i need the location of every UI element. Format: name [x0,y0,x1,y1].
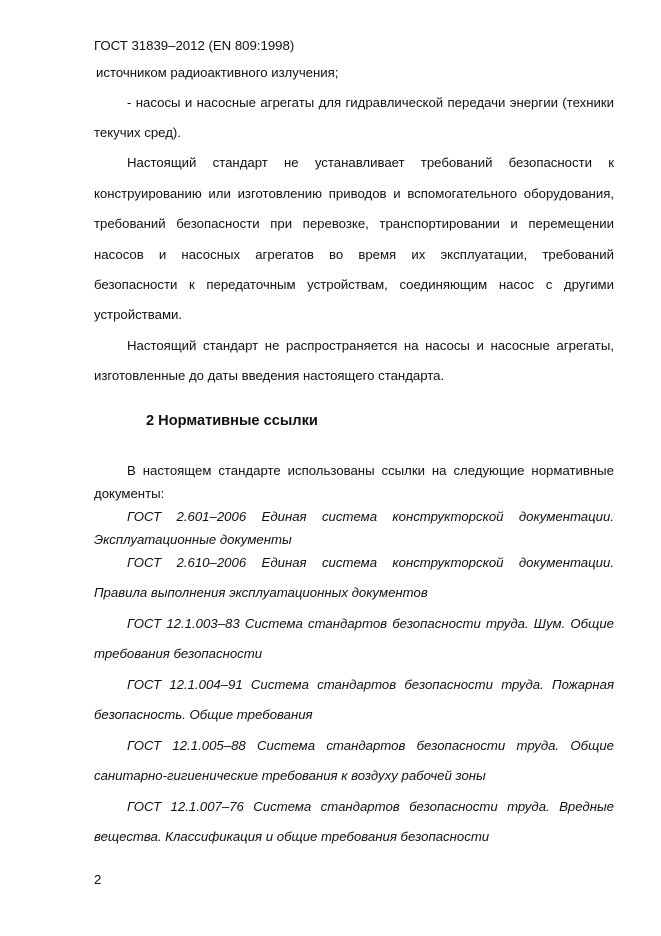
text-line: источником радиоактивного излучения; [96,65,339,80]
text-line: требований безопасности при перевозке, транспортировании и перемещении [94,216,614,231]
text-line: устройствами. [94,307,183,322]
reference-line: Правила выполнения эксплуатационных документов [94,585,428,600]
reference-line: ГОСТ 12.1.004–91 Система стандартов безопасности труда. Пожарная [127,677,614,692]
reference-line: вещества. Классификация и общие требования безопасности [94,829,490,844]
section-heading: 2 Нормативные ссылки [146,413,318,429]
text-line: изготовленные до даты введения настоящего стандарта. [94,368,445,383]
text-line: насосов и насосных агрегатов во время их эксплуатации, требований [94,247,614,262]
page-number: 2 [94,872,102,887]
reference-line: требования безопасности [94,646,263,661]
text-line: Настоящий стандарт не распространяется на насосы и насосные агрегаты, [127,338,614,353]
text-line: конструированию или изготовлению приводов и вспомогательного оборудования, [94,186,614,201]
reference-line: ГОСТ 2.610–2006 Единая система конструкторской документации. [127,555,614,570]
reference-line: Эксплуатационные документы [94,532,292,547]
text-line: В настоящем стандарте использованы ссылки на следующие нормативные [127,463,614,478]
reference-line: ГОСТ 12.1.003–83 Система стандартов безопасности труда. Шум. Общие [127,616,614,631]
reference-line: ГОСТ 2.601–2006 Единая система конструкторской документации. [127,509,614,524]
document-header: ГОСТ 31839–2012 (EN 809:1998) [94,38,295,53]
text-line: - насосы и насосные агрегаты для гидравлической передачи энергии (техники [127,95,614,110]
reference-line: санитарно-гигиенические требования к воздуху рабочей зоны [94,768,486,783]
text-line: безопасности к передаточным устройствам, соединяющим насос с другими [94,277,614,292]
text-line: документы: [94,486,165,501]
text-line: Настоящий стандарт не устанавливает требований безопасности к [127,155,614,170]
reference-line: ГОСТ 12.1.007–76 Система стандартов безопасности труда. Вредные [127,799,614,814]
reference-line: ГОСТ 12.1.005–88 Система стандартов безопасности труда. Общие [127,738,614,753]
reference-line: безопасность. Общие требования [94,707,313,722]
text-line: текучих сред). [94,125,181,140]
